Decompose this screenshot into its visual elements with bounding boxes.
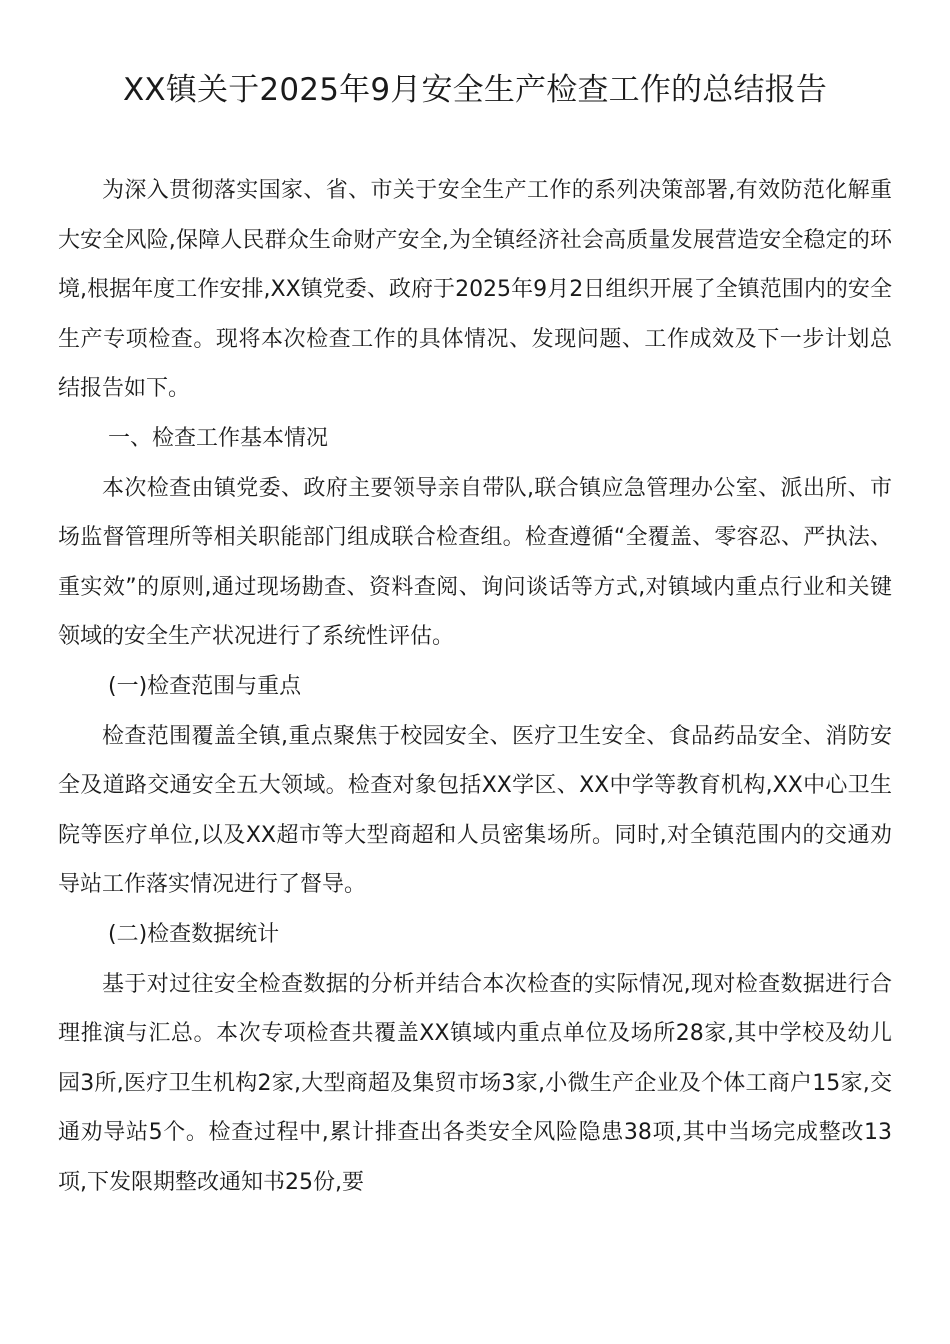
statistics-paragraph: 基于对过往安全检查数据的分析并结合本次检查的实际情况,现对检查数据进行合理推演与汇总。本次专项检查共覆盖XX镇域内重点单位及场所28家,其中学校及幼儿园3所,医疗卫生机构2家,大型商超及集贸市场3家,小微生产企业及个体工商户15家,交通劝导站5个。检查过程中,累计排查出各类安全风险隐患38项,其中当场完成整改13项,下发限期整改通知书25份,要 xyxy=(58,971,892,1195)
document-title: XX镇关于2025年9月安全生产检查工作的总结报告 xyxy=(122,72,828,108)
document-body xyxy=(58,166,892,1207)
intro-paragraph: 为深入贯彻落实国家、省、市关于安全生产工作的系列决策部署,有效防范化解重大安全风险,保障人民群众生命财产安全,为全镇经济社会高质量发展营造安全稳定的环境,根据年度工作安排,XX镇党委、政府于2025年9月2日组织开展了全镇范围内的安全生产专项检查。现将本次检查工作的具体情况、发现问题、工作成效及下一步计划总结报告如下。 xyxy=(58,178,892,402)
subsection-heading-scope: (一)检查范围与重点 xyxy=(108,673,302,699)
subsection-heading-statistics: (二)检查数据统计 xyxy=(108,921,280,947)
basic-situation-paragraph: 本次检查由镇党委、政府主要领导亲自带队,联合镇应急管理办公室、派出所、市场监督管理所等相关职能部门组成联合检查组。检查遵循“全覆盖、零容忍、严执法、重实效”的原则,通过现场勘查、资料查阅、询问谈话等方式,对镇域内重点行业和关键领域的安全生产状况进行了系统性评估。 xyxy=(58,475,892,650)
scope-paragraph: 检查范围覆盖全镇,重点聚焦于校园安全、医疗卫生安全、食品药品安全、消防安全及道路交通安全五大领域。检查对象包括XX学区、XX中学等教育机构,XX中心卫生院等医疗单位,以及XX超市等大型商超和人员密集场所。同时,对全镇范围内的交通劝导站工作落实情况进行了督导。 xyxy=(58,723,892,898)
section-heading-basic-situation: 一、检查工作基本情况 xyxy=(108,425,329,451)
